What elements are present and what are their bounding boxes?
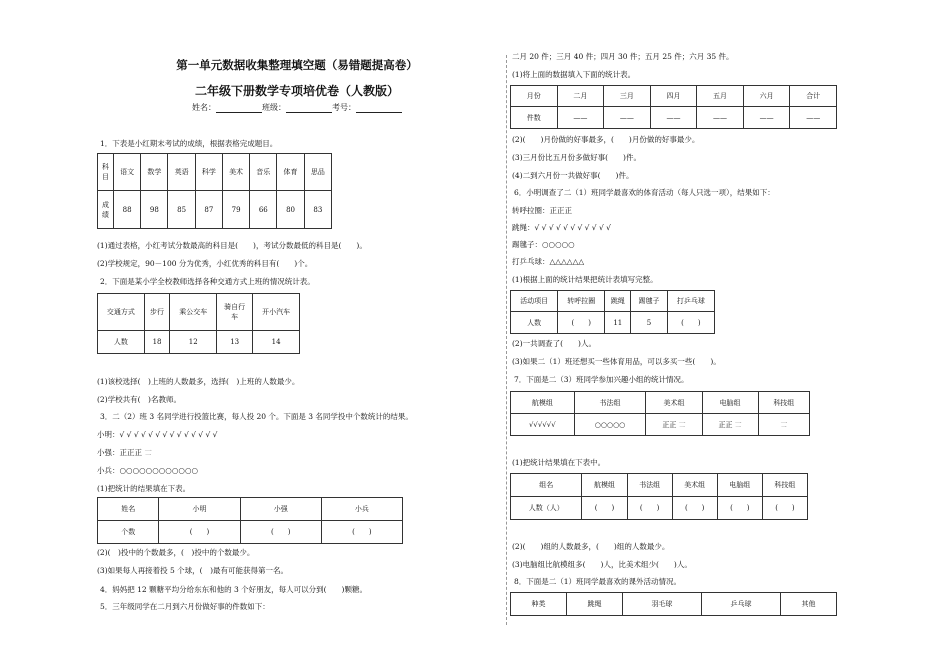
q6-sub2: (2)一共调查了( )人。 [512,339,596,348]
name-label: 姓名： [192,103,216,112]
q7-header-cell: 科技组 [758,392,809,414]
score-cell: 87 [195,191,222,229]
q6-sub1: (1)根据上面的统计结果把统计表填写完整。 [512,275,658,284]
q3-sub3: (3)如果每人再接着投 5 个球，( )最有可能获得第一名。 [97,566,289,575]
answer-blank[interactable]: —— [790,107,837,129]
q1-text: 1．下表是小红期末考试的成绩，根据表格完成题目。 [100,139,278,148]
q2-header-cell: 步行 [144,294,170,331]
subject-cell: 体育 [277,154,304,191]
q5-sub2: (2)( )月份做的好事最多，( )月份做的好事最少。 [512,135,700,144]
q8-header-cell: 跳绳 [566,593,622,616]
q2-value-cell: 14 [253,331,300,354]
q3-header-cell: 姓名 [98,498,159,521]
q5-data-line: 二月 20 件；三月 40 件；四月 30 件；五月 25 件；六月 35 件。 [512,52,734,61]
subject-cell: 音乐 [250,154,277,191]
q7-header-cell: 美术组 [646,392,702,414]
name-field[interactable] [216,104,262,113]
q5-month-table [510,85,837,129]
q2-value-cell: 18 [144,331,170,354]
answer-blank[interactable]: —— [650,107,697,129]
q5-header-cell: 五月 [697,86,744,107]
q7-text: 7．下面是二（3）班同学参加兴趣小组的统计情况。 [514,375,689,384]
q6-text: 6．小明调查了二（1）班同学最喜欢的体育活动（每人只选一项），结果如下： [514,188,775,197]
q5-header-cell: 六月 [743,86,790,107]
subject-cell: 数学 [141,154,168,191]
q1-header-cell: 科 目 [98,154,114,191]
q6-tally-hoop: 转呼拉圈：正正正 [512,206,572,215]
score-cell: 83 [304,191,331,229]
q8-text: 8．下面是二（1）班同学最喜欢的课外活动情况。 [514,577,682,586]
q5-sub1: (1)将上面的数据填入下面的统计表。 [512,70,636,79]
q5-sub3: (3)三月份比五月份多做好事( )件。 [512,153,641,162]
q8-header-cell: 羽毛球 [622,593,701,616]
q6-tally-shuttlecock: 踢毽子：○○○○○ [512,240,575,249]
answer-blank[interactable]: ( ) [717,497,762,520]
q6-tally-pingpong: 打乒乓球：△△△△△△ [512,257,585,266]
q2-transport-table [97,293,300,354]
q7-count-table [510,473,808,520]
page-title: 第一单元数据收集整理填空题（易错题提高卷） [176,58,418,72]
q8-header-cell: 种类 [511,593,567,616]
exam-no-label: 考号： [332,103,356,112]
q6-value-cell: 11 [605,312,631,334]
q5-text: 5．三年级同学在二月到六月份做好事的件数如下： [100,602,270,611]
q3-row-label: 个数 [98,521,159,544]
q3-header-cell: 小明 [159,498,240,521]
answer-blank[interactable]: ( ) [321,521,402,544]
subject-cell: 思品 [304,154,331,191]
q7-tally-cell: 正正 𠄟 [646,414,702,436]
q8-header-cell: 其他 [780,593,836,616]
subject-cell: 美术 [222,154,249,191]
q4-text: 4．妈妈把 12 颗糖平均分给东东和他的 3 个好朋友，每人可以分到( )颗糖。 [100,585,367,594]
q3-tally-xiaobing: 小兵：○○○○○○○○○○○○ [97,466,199,475]
answer-blank[interactable]: —— [604,107,651,129]
q2-sub1: (1)该校选择( )上班的人数最多，选择( )上班的人数最少。 [97,377,300,386]
q2-text: 2．下面是某小学全校教师选择各种交通方式上班的情况统计表。 [100,277,315,286]
q5-header-cell: 三月 [604,86,651,107]
q7-sub1: (1)把统计结果填在下表中。 [512,458,606,467]
q7b-header-cell: 组名 [511,474,582,497]
score-cell: 88 [114,191,141,229]
q6-sub3: (3)如果二（1）班还想买一些体育用品，可以多买一些( )。 [512,357,721,366]
answer-blank[interactable]: —— [697,107,744,129]
q3-sub1: (1)把统计的结果填在下表。 [97,484,191,493]
q8-header-cell: 乒乓球 [701,593,780,616]
q7-header-cell: 书法组 [574,392,646,414]
exam-no-field[interactable] [356,104,402,113]
q5-sub4: (4)二到六月份一共做好事( )件。 [512,171,634,180]
q6-header-cell: 打乒乓球 [667,291,714,312]
q5-header-cell: 合计 [790,86,837,107]
answer-blank[interactable]: —— [743,107,790,129]
q5-header-cell: 四月 [650,86,697,107]
q5-header-cell: 二月 [557,86,604,107]
q6-header-cell: 活动项目 [511,291,558,312]
q5-header-cell: 月份 [511,86,558,107]
q1-row-label: 成 绩 [98,191,114,229]
subject-cell: 科学 [195,154,222,191]
q7-tally-cell: ○○○○○ [574,414,646,436]
q2-header-cell: 骑自行 车 [217,294,253,331]
q7-tally-cell: 𠄟 [758,414,809,436]
student-info-line [88,102,506,113]
score-cell: 79 [222,191,249,229]
q7b-header-cell: 美术组 [672,474,717,497]
q2-header-cell: 乘公交车 [170,294,217,331]
q2-value-cell: 12 [170,331,217,354]
answer-blank[interactable]: —— [557,107,604,129]
q7b-header-cell: 电脑组 [717,474,762,497]
score-cell: 98 [141,191,168,229]
q7-tally-cell: 正正 𠄟 [702,414,758,436]
q2-value-cell: 13 [217,331,253,354]
q7-header-cell: 电脑组 [702,392,758,414]
answer-blank[interactable]: ( ) [582,497,627,520]
score-cell: 85 [168,191,195,229]
q6-header-cell: 踢毽子 [631,291,668,312]
q3-tally-xiaoming: 小明：√ √ √ √ √ √ √ √ √ √ √ √ √ √ [97,430,218,439]
answer-blank[interactable]: ( ) [762,497,807,520]
q7-sub2: (2)( )组的人数最多，( )组的人数最少。 [512,542,670,551]
q7b-row-label: 人数（人） [511,497,582,520]
score-cell: 66 [250,191,277,229]
q3-result-table [97,497,403,544]
q6-activity-table [510,290,715,334]
subject-cell: 英语 [168,154,195,191]
q8-activity-table [510,592,837,616]
answer-blank[interactable]: ( ) [159,521,240,544]
q7b-header-cell: 科技组 [762,474,807,497]
answer-blank[interactable]: ( ) [240,521,321,544]
q7-tally-cell: √√√√√√ [511,414,575,436]
q3-text: 3．二（2）班 3 名同学进行投篮比赛，每人投 20 个。下面是 3 名同学投中个数统计的结果。 [100,412,413,421]
subject-cell: 语文 [114,154,141,191]
q5-row-label: 件数 [511,107,558,129]
q1-score-table [97,153,332,229]
q7-header-cell: 航模组 [511,392,575,414]
q3-tally-xiaoqiang: 小强：正正正 𠄟 [97,448,152,457]
page-subtitle: 二年级下册数学专项培优卷（人教版） [194,84,399,98]
class-field[interactable] [286,104,332,113]
answer-blank[interactable]: ( ) [627,497,672,520]
q1-sub1: (1)通过表格，小红考试分数最高的科目是( )，考试分数最低的科目是( )。 [97,241,367,250]
q7-tally-table [510,391,810,436]
q3-header-cell: 小强 [240,498,321,521]
answer-blank[interactable]: ( ) [558,312,605,334]
q3-sub2: (2)( )投中的个数最多，( )投中的个数最少。 [97,548,255,557]
q7b-header-cell: 航模组 [582,474,627,497]
q2-header-cell: 交通方式 [98,294,145,331]
q6-value-cell: 5 [631,312,668,334]
q6-row-label: 人数 [511,312,558,334]
q2-header-cell: 开小汽车 [253,294,300,331]
q6-header-cell: 跳绳 [605,291,631,312]
class-label: 班级： [262,103,286,112]
column-divider [506,55,507,625]
q6-header-cell: 转呼拉圈 [558,291,605,312]
q6-tally-rope: 跳绳：√ √ √ √ √ √ √ √ √ √ √ [512,223,611,232]
score-cell: 80 [277,191,304,229]
q1-sub2: (2)学校规定，90－100 分为优秀，小红优秀的科目有( )个。 [97,259,313,268]
answer-blank[interactable]: ( ) [667,312,714,334]
q3-header-cell: 小兵 [321,498,402,521]
q7-sub3: (3)电脑组比航模组多( )人，比美术组少( )人。 [512,560,692,569]
q7b-header-cell: 书法组 [627,474,672,497]
q2-row-label: 人数 [98,331,145,354]
answer-blank[interactable]: ( ) [672,497,717,520]
q2-sub2: (2)学校共有( )名教师。 [97,395,181,404]
